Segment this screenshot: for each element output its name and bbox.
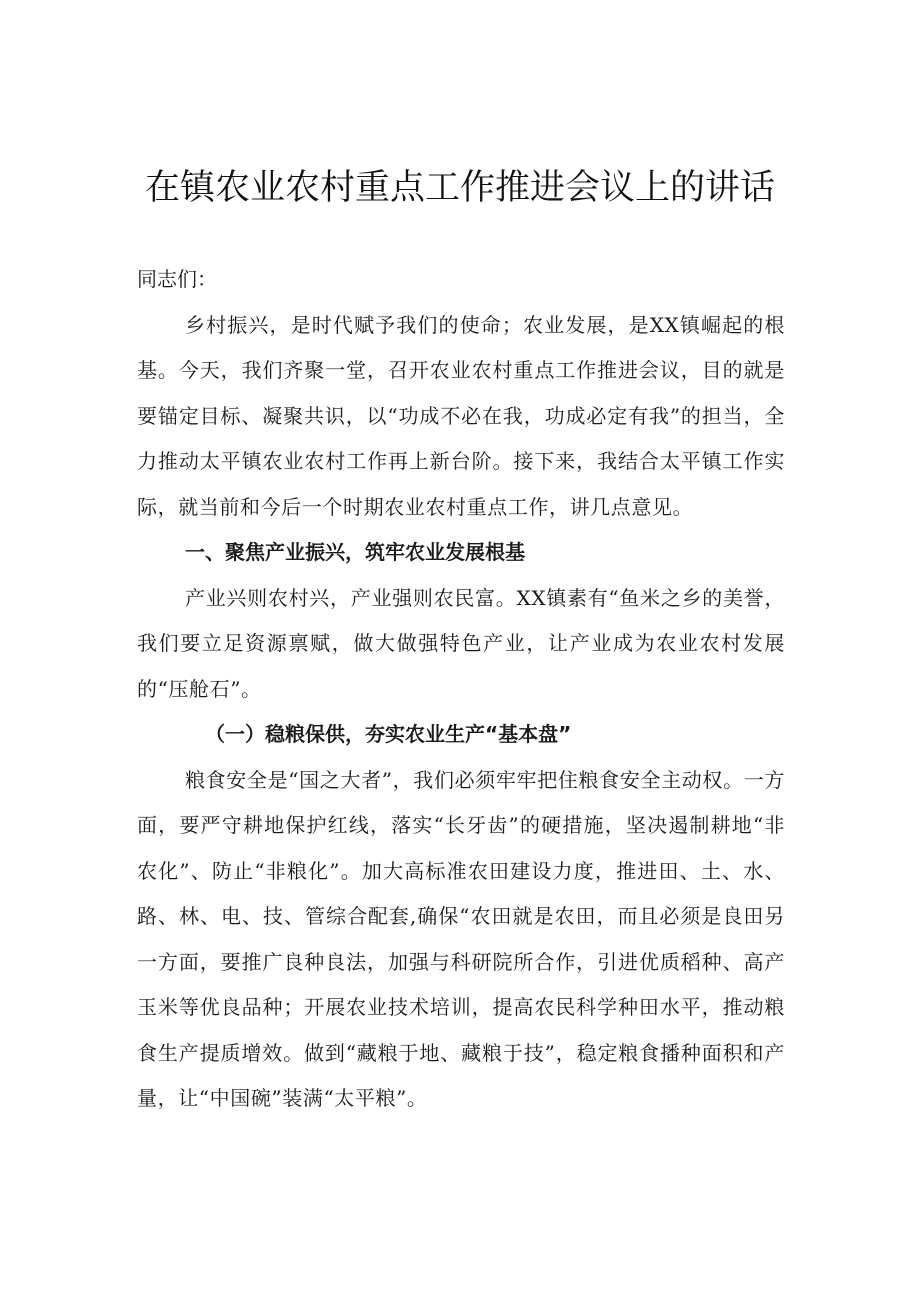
salutation: 同志们： [137, 267, 217, 291]
document-title: 在镇农业农村重点工作推进会议上的讲话 [144, 168, 775, 208]
subsection-heading-1: （一）稳粮保供，夯实农业生产“基本盘” [205, 722, 572, 746]
document-body [137, 257, 785, 1122]
intro-paragraph: 乡村振兴，是时代赋予我们的使命；农业发展，是XX镇崛起的根基。今天，我们齐聚一堂，召开农业农村重点工作推进会议，目的就是要锚定目标、凝聚共识，以“功成不必在我，功成必定有我”的担当，全力推动太平镇农业农村工作再上新台阶。接下来，我结合太平镇工作实际，就当前和今后一个时期农业农村重点工作，讲几点意见。 [137, 312, 785, 519]
section-heading-1: 一、聚焦产业振兴，筑牢农业发展根基 [185, 540, 525, 564]
section-1-paragraph: 产业兴则农村兴，产业强则农民富。XX镇素有“鱼米之乡的美誉，我们要立足资源禀赋，做大做强特色产业，让产业成为农业农村发展的“压舱石”。 [137, 585, 785, 701]
subsection-1-paragraph: 粮食安全是“国之大者”，我们必须牢牢把住粮食安全主动权。一方面，要严守耕地保护红线，落实“长牙齿”的硬措施，坚决遏制耕地“非农化”、防止“非粮化”。加大高标准农田建设力度，推进田、土、水、路、林、电、技、管综合配套,确保“农田就是农田，而且必须是良田另一方面，要推广良种良法，加强与科研院所合作，引进优质稻种、高产玉米等优良品种；开展农业技术培训，提高农民科学种田水平，推动粮食生产提质增效。做到“藏粮于地、藏粮于技”，稳定粮食播种面积和产量，让“中国碗”装满“太平粮”。 [137, 767, 785, 1110]
